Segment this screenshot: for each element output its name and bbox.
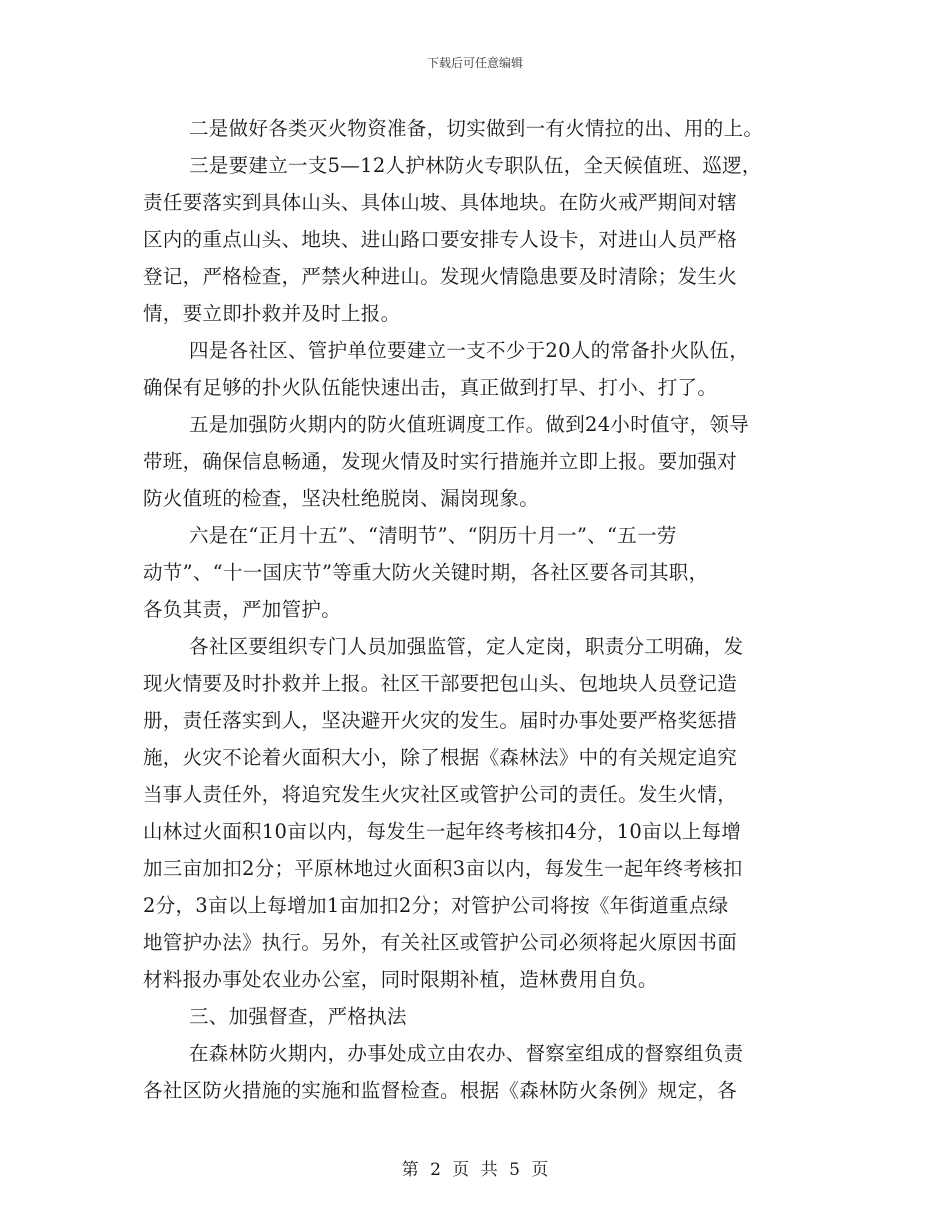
paragraph-line: 防火值班的检查，坚决杜绝脱岗、漏岗现象。 bbox=[143, 487, 540, 510]
paragraph-line: 情，要立即扑救并及时上报。 bbox=[143, 302, 401, 325]
paragraph-line: 材料报办事处农业办公室，同时限期补植，造林费用自负。 bbox=[143, 968, 658, 991]
paragraph-line: 山林过火面积10亩以内，每发生一起年终考核扣4分，10亩以上每增 bbox=[143, 820, 742, 843]
paragraph-line: 区内的重点山头、地块、进山路口要安排专人设卡，对进山人员严格 bbox=[143, 228, 738, 251]
page-number-footer: 第 2 页 共 5 页 bbox=[401, 1160, 549, 1180]
paragraph-line: 各社区防火措施的实施和监督检查。根据《森林防火条例》规定，各 bbox=[143, 1079, 738, 1102]
paragraph-line: 三是要建立一支5—12人护林防火专职队伍，全天候值班、巡逻， bbox=[189, 154, 762, 177]
paragraph-line: 2分，3亩以上每增加1亩加扣2分；对管护公司将按《年街道重点绿 bbox=[143, 894, 729, 917]
paragraph-line: 动节”、“十一国庆节”等重大防火关键时期，各社区要各司其职， bbox=[143, 561, 709, 584]
paragraph-line: 加三亩加扣2分；平原林地过火面积3亩以内，每发生一起年终考核扣 bbox=[143, 857, 743, 880]
paragraph-line: 四是各社区、管护单位要建立一支不少于20人的常备扑火队伍， bbox=[189, 339, 750, 362]
paragraph-line: 在森林防火期内，办事处成立由农办、督察室组成的督察组负责 bbox=[189, 1042, 744, 1065]
paragraph-line: 带班，确保信息畅通，发现火情及时实行措施并立即上报。要加强对 bbox=[143, 450, 738, 473]
page-header: 下载后可任意编辑 bbox=[426, 56, 523, 70]
paragraph-line: 各社区要组织专门人员加强监管，定人定岗，职责分工明确，发 bbox=[189, 635, 744, 658]
paragraph-line: 确保有足够的扑火队伍能快速出击，真正做到打早、打小、打了。 bbox=[143, 376, 718, 399]
paragraph-line: 各负其责，严加管护。 bbox=[143, 598, 342, 621]
section-heading: 三、加强督查，严格执法 bbox=[189, 1005, 407, 1028]
paragraph-line: 现火情要及时扑救并上报。社区干部要把包山头、包地块人员登记造 bbox=[143, 672, 738, 695]
paragraph-line: 册，责任落实到人，坚决避开火灾的发生。届时办事处要严格奖惩措 bbox=[143, 709, 738, 732]
paragraph-line: 责任要落实到具体山头、具体山坡、具体地块。在防火戒严期间对辖 bbox=[143, 191, 738, 214]
document-body bbox=[143, 110, 808, 1109]
paragraph-line: 五是加强防火期内的防火值班调度工作。做到24小时值守，领导 bbox=[189, 413, 750, 436]
paragraph-line: 登记，严格检查，严禁火种进山。发现火情隐患要及时清除；发生火 bbox=[143, 265, 738, 288]
paragraph-line: 地管护办法》执行。另外，有关社区或管护公司必须将起火原因书面 bbox=[143, 931, 738, 954]
paragraph-line: 当事人责任外，将追究发生火灾社区或管护公司的责任。发生火情， bbox=[143, 783, 738, 806]
paragraph-line: 六是在“正月十五”、“清明节”、“阴历十月一”、“五一劳 bbox=[189, 524, 677, 547]
paragraph-line: 施，火灾不论着火面积大小，除了根据《森林法》中的有关规定追究 bbox=[143, 746, 738, 769]
paragraph-line: 二是做好各类灭火物资准备，切实做到一有火情拉的出、用的上。 bbox=[189, 117, 764, 140]
